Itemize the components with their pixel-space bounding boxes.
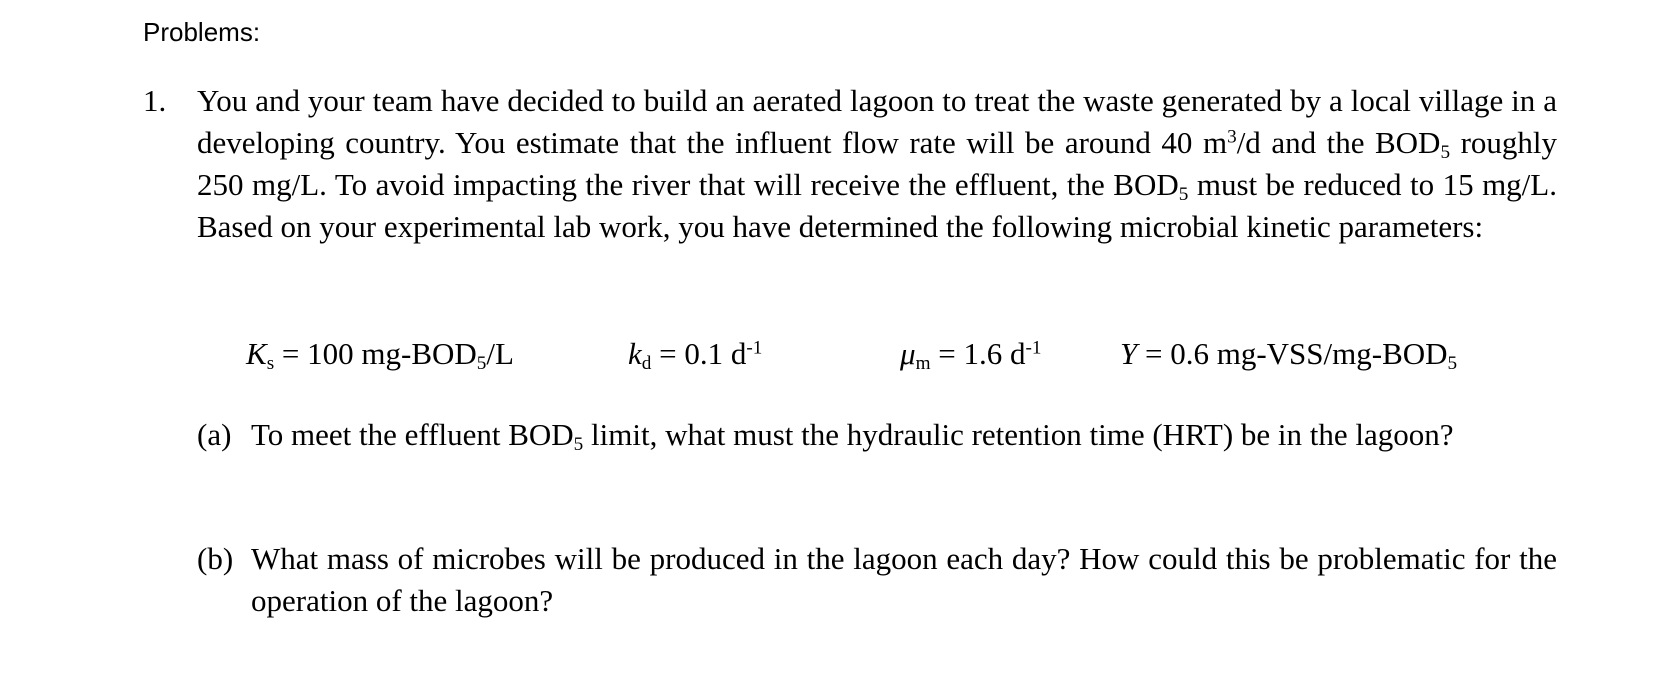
problem-text-part: You and your team have decided to build an aerated lagoon to treat the waste generated by a local village in a developing country. You estimate that the influent flow rate will be around 40 m xyxy=(197,83,1557,160)
part-text xyxy=(251,538,1557,622)
problem-number: 1. xyxy=(143,83,167,118)
parameter-value-superscript: -1 xyxy=(1025,337,1042,359)
parameter-subscript: m xyxy=(915,352,931,374)
problem-text-part: /d and the BOD xyxy=(1236,125,1441,160)
question-part-a xyxy=(197,414,1557,504)
parameter-symbol: Y xyxy=(1120,336,1138,371)
parameter-ks xyxy=(246,332,514,376)
part-text-segment: To meet the effluent BOD xyxy=(251,417,574,452)
subscript: 5 xyxy=(573,433,584,455)
parameter-subscript: s xyxy=(266,352,275,374)
problem-text-part: roughly 250 mg/L. To avoid impacting the river that will receive the effluent, the BOD xyxy=(197,125,1558,202)
problem-statement xyxy=(197,80,1557,248)
parameter-unit: /L xyxy=(486,336,514,371)
kinetic-parameters xyxy=(0,332,1660,376)
parameter-y xyxy=(1120,332,1457,376)
part-label: (b) xyxy=(197,541,234,576)
parameter-value: = 1.6 d xyxy=(930,336,1026,371)
question-part-b xyxy=(197,538,1557,628)
part-text-segment: What mass of microbes will be produced in the lagoon each day? How could this be problematic for the operation of the lagoon? xyxy=(251,541,1557,618)
parameter-symbol: μ xyxy=(900,336,916,371)
parameter-value-subscript: 5 xyxy=(1447,352,1458,374)
parameter-value: = 0.1 d xyxy=(651,336,747,371)
subscript: 5 xyxy=(1178,183,1189,205)
part-text-segment: limit, what must the hydraulic retention time (HRT) be in the lagoon? xyxy=(583,417,1454,452)
parameter-symbol: k xyxy=(628,336,642,371)
superscript: 3 xyxy=(1227,126,1237,148)
parameter-value: = 100 mg-BOD xyxy=(274,336,477,371)
page-heading: Problems: xyxy=(143,17,261,47)
parameter-symbol: K xyxy=(246,336,267,371)
parameter-value: = 0.6 mg-VSS/mg-BOD xyxy=(1137,336,1448,371)
parameter-value-superscript: -1 xyxy=(746,337,763,359)
part-label: (a) xyxy=(197,417,232,452)
parameter-kd xyxy=(628,332,762,376)
parameter-mu-m xyxy=(900,332,1041,376)
subscript: 5 xyxy=(1440,141,1451,163)
parameter-subscript: d xyxy=(641,352,652,374)
part-text xyxy=(251,414,1557,456)
parameter-value-subscript: 5 xyxy=(476,352,487,374)
problem-text-part: must be reduced to 15 mg/L. Based on your experimental lab work, you have determined the following microbial kinetic parameters: xyxy=(197,167,1557,244)
